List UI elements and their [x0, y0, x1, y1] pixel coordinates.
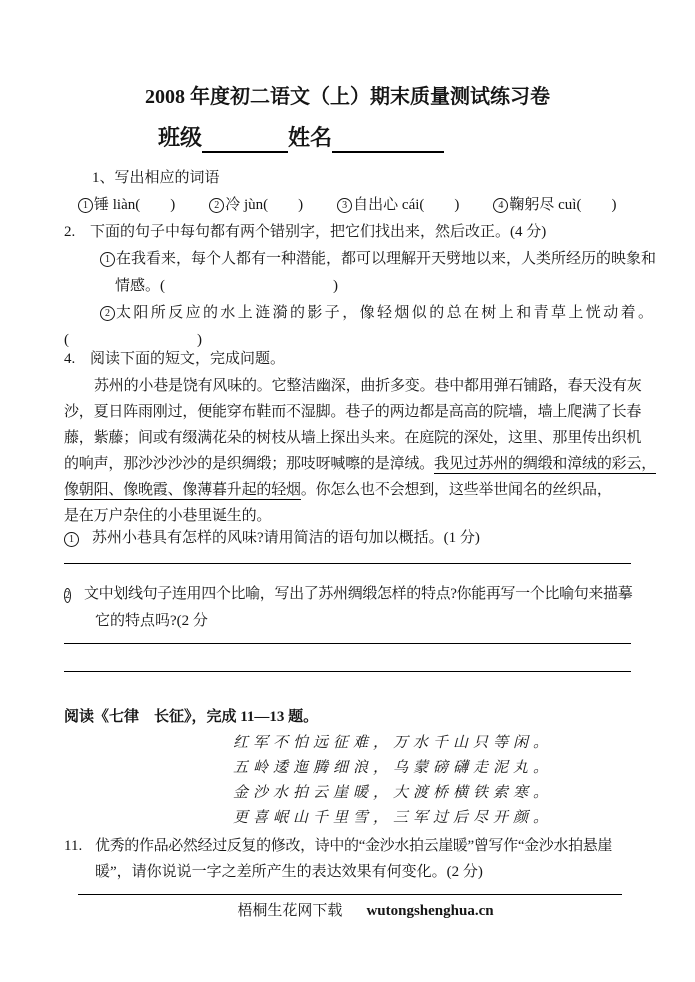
name-blank-field	[332, 127, 444, 153]
circled-number-1: 1	[100, 252, 115, 267]
answer-line	[64, 643, 631, 644]
question-4-sub1	[64, 525, 631, 552]
circled-number-2: 2	[100, 306, 115, 321]
question-2-sub2-text: 太阳所反应的水上涟漪的影子，像轻烟似的总在树上和青草上恍动着。	[116, 305, 656, 321]
passage-text: 是在万户杂住的小巷里诞生的。	[64, 508, 272, 524]
question-2-sub1-text-cont: 情感。(	[115, 278, 165, 294]
answer-line	[64, 671, 631, 672]
poem-line: 更喜岷山千里雪，三军过后尽开颜。	[233, 810, 554, 826]
question-2-text: 下面的句子中每句都有两个错别字，把它们找出来，然后改正。(4 分)	[90, 224, 547, 240]
passage-text: 苏州的小巷是饶有风味的。它整洁幽深，曲折多变。巷中都用弹石铺路，春天没有灰	[94, 378, 642, 394]
question-4-sub2-line2: 它的特点吗?(2 分	[95, 613, 208, 629]
question-4-sub2-text: 文中划线句子连用四个比喻，写出了苏州绸缎怎样的特点?你能再写一个比喻句来描摹	[84, 586, 633, 602]
circled-number: 1	[78, 198, 93, 213]
word-item-text: 冷 jùn( )	[225, 197, 304, 213]
passage-text: 沙，夏日阵雨刚过，便能穿布鞋而不湿脚。巷子的两边都是高高的院墙，墙上爬满了长春	[64, 404, 642, 420]
footer	[0, 900, 695, 922]
question-2-number: 2.	[64, 224, 76, 240]
passage-text: 。你怎么也不会想到，这些举世闻名的丝织品，	[300, 482, 612, 498]
circled-number-2: 2	[65, 590, 70, 601]
passage-text: 藤，紫藤；间或有缀满花朵的树枝从墙上探出头来。在庭院的深处，这里、那里传出织机	[64, 430, 642, 446]
word-item	[78, 192, 175, 219]
question-2-sub1-line2	[115, 273, 631, 300]
circled-number-1: 1	[64, 532, 79, 547]
closing-paren: )	[333, 278, 338, 294]
question-2-sub1-line1	[100, 246, 657, 273]
student-info-line	[158, 123, 631, 153]
question-4	[64, 346, 631, 373]
footer-site-name: 梧桐生花网下载	[237, 903, 343, 919]
name-label: 姓名	[288, 125, 333, 150]
word-item	[337, 192, 459, 219]
question-2-sub2-line1	[100, 300, 656, 327]
question-11	[64, 833, 631, 859]
poem-line: 五岭逶迤腾细浪，乌蒙磅礴走泥丸。	[233, 760, 554, 776]
word-item-text: 鞠躬尽 cuì( )	[509, 197, 617, 213]
question-2	[64, 219, 631, 246]
question-4-number: 4.	[64, 351, 76, 367]
class-label: 班级	[158, 125, 203, 150]
question-4-sub2	[64, 581, 631, 608]
question-1-word-items	[78, 192, 631, 219]
poem-line: 金沙水拍云崖暖，大渡桥横铁索寒。	[233, 785, 554, 801]
passage-line	[64, 373, 642, 399]
question-11-text: 优秀的作品必然经过反复的修改，诗中的“金沙水拍云崖暖”曾写作“金沙水拍悬崖	[95, 838, 613, 854]
underlined-text: 像朝阳、像晚霞、像薄暮升起的轻烟	[64, 482, 301, 498]
reading-passage	[64, 373, 657, 529]
passage-text: 的响声，那沙沙沙沙的是织绸缎；那吱呀喊嚓的是漳绒。	[64, 456, 435, 472]
passage-line	[64, 451, 657, 477]
circled-number: 3	[337, 198, 352, 213]
closing-paren: )	[197, 332, 202, 348]
question-4-sub1-text: 苏州小巷具有怎样的风味?请用简洁的语句加以概括。(1 分)	[92, 530, 480, 546]
poem-section-heading: 阅读《七律 长征》，完成 11—13 题。	[64, 709, 319, 725]
word-item	[493, 192, 616, 219]
class-blank-field	[202, 127, 288, 153]
question-1-label: 1、写出相应的词语	[92, 170, 220, 186]
question-11-number: 11.	[64, 838, 83, 854]
footer-divider	[78, 894, 622, 895]
passage-line	[64, 477, 631, 503]
passage-line	[64, 425, 642, 451]
opening-paren: (	[64, 332, 69, 348]
question-2-sub1-text: 在我看来，每个人都有一种潜能，都可以理解开天劈地以来，人类所经历的映象和	[116, 251, 657, 267]
circled-number: 2	[209, 198, 224, 213]
word-item-text: 锤 liàn( )	[94, 197, 176, 213]
poem	[233, 731, 631, 831]
circled-number: 4	[493, 198, 508, 213]
question-11-text-cont: 暖”，请你说说一字之差所产生的表达效果有何变化。(2 分)	[95, 864, 483, 880]
answer-line	[64, 563, 631, 564]
passage-line	[64, 399, 642, 425]
page-title: 2008 年度初二语文（上）期末质量测试练习卷	[145, 86, 550, 108]
word-item-text: 自出心 cái( )	[353, 197, 460, 213]
poem-line: 红军不怕远征难，万水千山只等闲。	[233, 735, 554, 751]
question-4-text: 阅读下面的短文，完成问题。	[90, 351, 286, 367]
word-item	[209, 192, 303, 219]
footer-site-url: wutongshenghua.cn	[366, 903, 494, 919]
underlined-text: 我见过苏州的绸缎和漳绒的彩云，	[434, 456, 657, 472]
